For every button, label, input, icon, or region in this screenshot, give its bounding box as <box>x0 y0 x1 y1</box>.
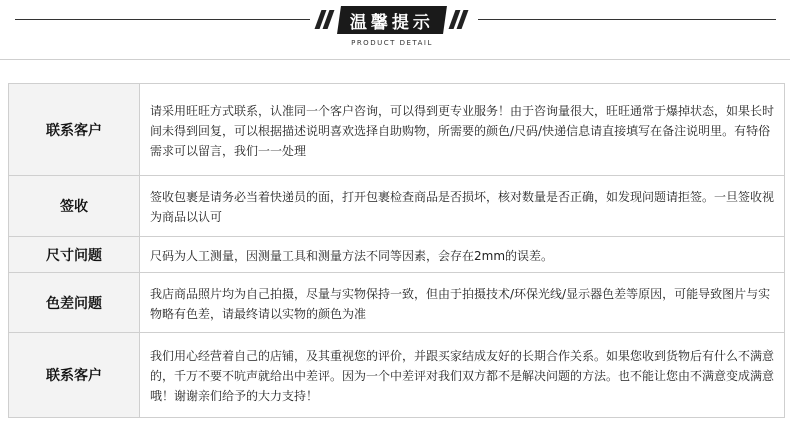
table-row <box>9 272 784 332</box>
row-content <box>140 176 784 236</box>
row-content <box>140 237 784 272</box>
row-text: 尺码为人工测量，因测量工具和测量方法不同等因素，会存在2mm的误差。 <box>150 248 554 263</box>
header-stripes-right <box>452 10 465 29</box>
row-content <box>140 333 784 417</box>
top-divider <box>0 59 790 60</box>
row-text: 我店商品照片均为自己拍摄，尽量与实物保持一致，但由于拍摄技术/环保光线/显示器色差等原因，可能导致图片与实物略有色差，请最终请以实物的颜色为准 <box>150 286 771 321</box>
row-text: 签收包裹是请务必当着快递员的面，打开包裹检查商品是否损坏，核对数量是否正确，如发现问题请拒签。一旦签收视为商品以认可 <box>150 190 775 224</box>
row-content <box>140 273 784 332</box>
row-label: 联系客户 <box>9 84 140 175</box>
table-row <box>9 236 784 272</box>
row-text: 请采用旺旺方式联系，认准同一个客户咨询，可以得到更专业服务！由于咨询量很大，旺旺通常于爆掉状态，如果长时间未得到回复，可以根据描述说明喜欢选择自助购物，所需要的颜色/尺码/快递信息请直接填写在备注说明里。有特俗需求可以留言，我们一一处理 <box>150 103 775 158</box>
header-subtitle: PRODUCT DETAIL <box>351 39 433 47</box>
header-title: 温馨提示 <box>350 12 434 33</box>
header-stripes-left <box>318 10 331 29</box>
row-content <box>140 84 784 175</box>
section-header <box>0 0 790 52</box>
header-title-box <box>337 6 447 34</box>
header-line-left <box>15 19 310 20</box>
row-label: 签收 <box>9 176 140 236</box>
table-row <box>9 175 784 236</box>
row-label: 色差问题 <box>9 273 140 332</box>
row-label: 联系客户 <box>9 333 140 417</box>
row-text: 我们用心经营着自己的店铺，及其重视您的评价，并跟买家结成友好的长期合作关系。如果您收到货物后有什么不满意的，千万不要不吭声就给出中差评。因为一个中差评对我们双方都不是解决问题的方法。也不能让您由不满意变成满意哦！谢谢亲们给予的大力支持！ <box>150 349 775 403</box>
notice-table <box>8 83 785 418</box>
table-row <box>9 84 784 175</box>
header-line-right <box>478 19 776 20</box>
table-row <box>9 332 784 417</box>
row-label: 尺寸问题 <box>9 237 140 272</box>
